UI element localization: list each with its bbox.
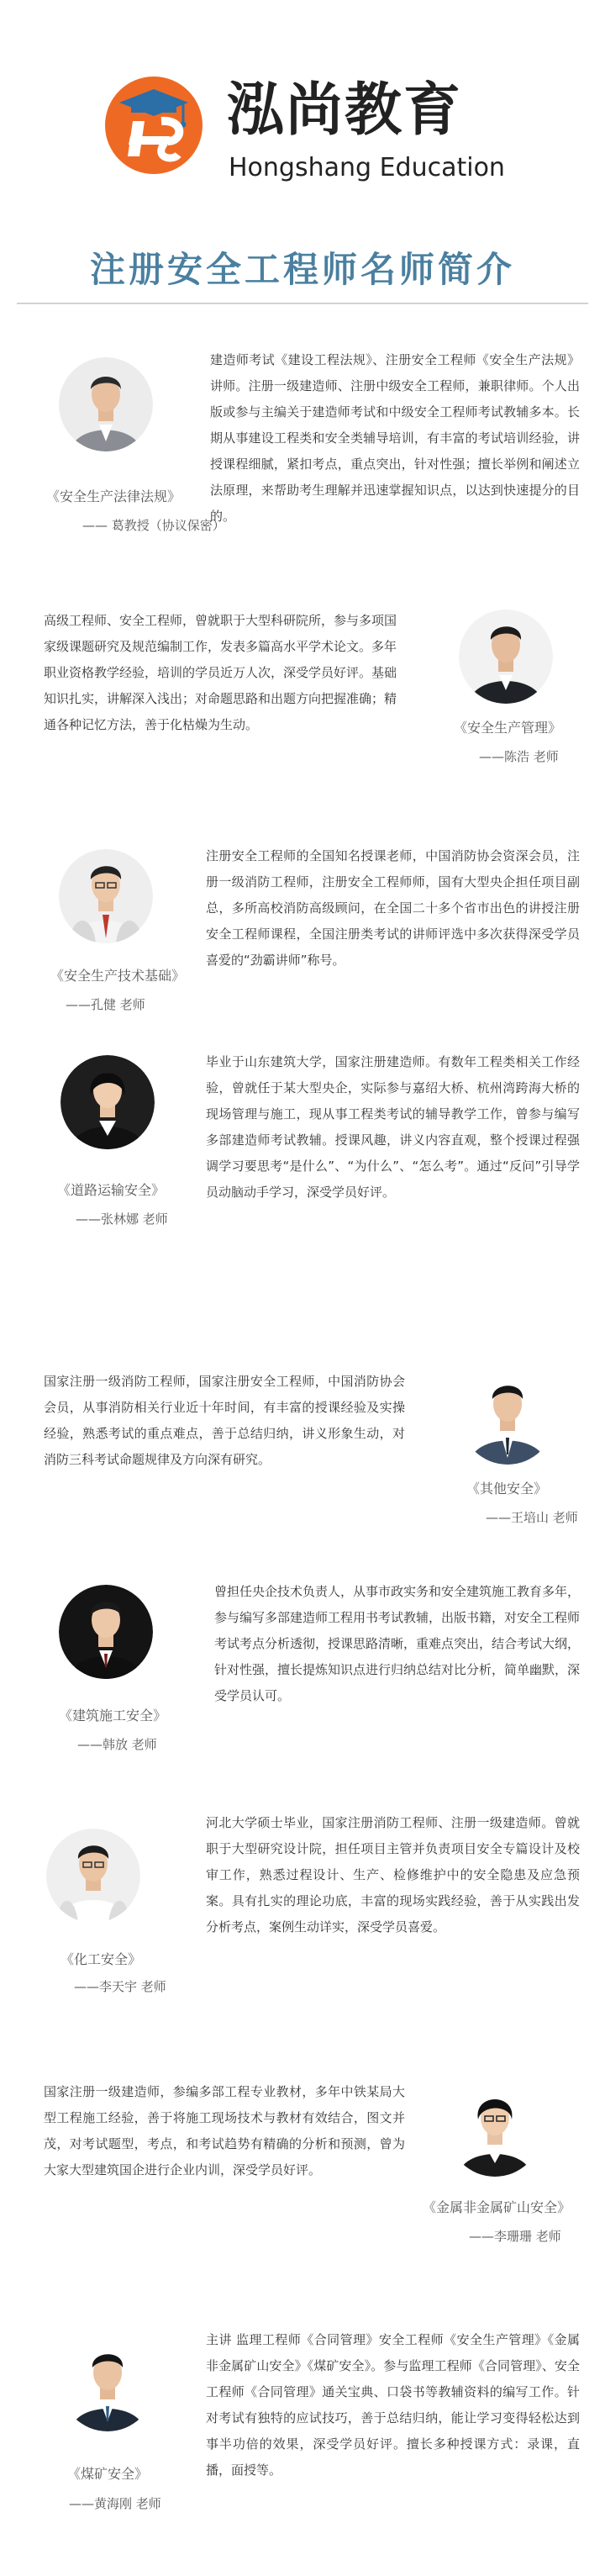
teacher-name: ——李珊珊 老师 [469, 2229, 561, 2244]
teacher-course: 《道路运输安全》 [57, 1182, 166, 1198]
teacher-avatar [459, 610, 553, 704]
teacher-name: ——张林娜 老师 [76, 1211, 168, 1227]
teacher-bio: 国家注册一级建造师，参编多部工程专业教材，多年中铁某局大型工程施工经验，善于将施工现场技术与教材有效结合，图文并茂，对考试题型，考点，和考试趋势有精确的分析和预测，曾为大家大型建筑国企进行企业内训，深受学员好评。 [44, 2084, 405, 2177]
header [0, 0, 605, 210]
teacher-avatar [460, 1370, 555, 1465]
teacher-course: 《金属非金属矿山安全》 [423, 2199, 571, 2215]
teacher-name: ——孔健 老师 [66, 997, 145, 1012]
teacher-bio: 国家注册一级消防工程师，国家注册安全工程师，中国消防协会会员，从事消防相关行业近十年时间，有丰富的授课经验及实操经验，熟悉考试的重点难点，善于总结归纳，讲义形象生动，对消防三科考试命题规律及方向深有研究。 [44, 1374, 405, 1467]
teacher-bio: 高级工程师、安全工程师，曾就职于大型科研院所，参与多项国家级课题研究及规范编制工作，发表多篇高水平学术论文。多年职业资格教学经验，培训的学员近万人次，深受学员好评。基础知识扎实，讲解深入浅出；对命题思路和出题方向把握准确；精通各种记忆方法，善于化枯燥为生动。 [44, 613, 397, 732]
teacher-card [0, 349, 605, 584]
teacher-bio: 建造师考试《建设工程法规》、注册安全工程师《安全生产法规》讲师。注册一级建造师、注册中级安全工程师，兼职律师。个人出版或参与主编关于建造师考试和中级安全工程师考试教辅多本。长期从事建设工程类和安全类辅导培训，有丰富的考试培训经验，讲授课程细腻，紧扣考点，重点突出，针对性强；擅长举例和阐述立法原理，来帮助考生理解并迅速掌握知识点，以达到快速提分的目的。 [210, 352, 580, 524]
teacher-card [0, 845, 605, 1047]
title-divider [17, 303, 588, 304]
teacher-avatar [59, 1585, 153, 1679]
teacher-avatar [448, 2082, 542, 2177]
teacher-card [0, 1581, 605, 1782]
teacher-name: ——韩放 老师 [77, 1737, 157, 1752]
page-title: 注册安全工程师名师简介 [89, 249, 515, 290]
teacher-card [0, 1051, 605, 1278]
teacher-avatar [46, 1829, 140, 1923]
teacher-course: 《化工安全》 [60, 1951, 142, 1967]
teacher-bio: 毕业于山东建筑大学，国家注册建造师。有数年工程类相关工作经验，曾就任于某大型央企，实际参与嘉绍大桥、杭州湾跨海大桥的现场管理与施工，现从事工程类考试的辅导教学工作，曾参与编写多部建造师考试教辅。授课风趣，讲义内容直观，整个授课过程强调学习要思考“是什么”、“为什么”、“怎么考”。通过“反问”引导学员动脑动手学习，深受学员好评。 [206, 1054, 580, 1200]
teacher-bio: 注册安全工程师的全国知名授课老师，中国消防协会资深会员，注册一级消防工程师，注册安全工程师师，国有大型央企担任项目副总，多所高校消防高级顾问，在全国二十多个省市出色的讲授注册安全工程师课程，全国注册类考试的讲师评选中多次获得深受学员喜爱的“劲霸讲师”称号。 [206, 848, 580, 968]
teacher-avatar [60, 1055, 155, 1149]
teacher-card [0, 610, 605, 794]
teacher-name: —— 葛教授（协议保密） [82, 518, 225, 533]
teacher-name: ——陈浩 老师 [479, 749, 559, 764]
teacher-course: 《安全生产法律法规》 [46, 488, 182, 504]
teacher-avatar [59, 357, 153, 451]
brand-logo-icon [103, 74, 205, 177]
teacher-bio: 曾担任央企技术负责人，从事市政实务和安全建筑施工教育多年，参与编写多部建造师工程用书考试教辅，出版书籍，对安全工程师考试考点分析透彻，授课思路清晰，重难点突出，结合考试大纲，针对性强，擅长提炼知识点进行归纳总结对比分析，简单幽默，深受学员认可。 [214, 1584, 581, 1703]
teacher-name: ——黄海刚 老师 [69, 2496, 161, 2511]
brand-name-en: Hongshang Education [229, 153, 505, 182]
teacher-name: ——李天宇 老师 [74, 1979, 166, 1994]
teacher-name: ——王培山 老师 [486, 1510, 578, 1525]
brand-name-cn: 泓尚教育 [227, 77, 463, 144]
teacher-course: 《煤矿安全》 [67, 2466, 149, 2482]
title-section [0, 214, 605, 315]
teacher-card [0, 2081, 605, 2274]
teacher-course: 《安全生产管理》 [454, 720, 562, 736]
teacher-avatar [59, 849, 153, 943]
teacher-bio: 河北大学硕士毕业，国家注册消防工程师、注册一级建造师。曾就职于大型研究设计院，担任项目主管并负责项目安全专篇设计及校审工作，熟悉过程设计、生产、检修维护中的安全隐患及应急预案。具有扎实的理论功底，丰富的现场实践经验，善于从实践出发分析考点，案例生动详实，深受学员喜爱。 [206, 1815, 580, 1935]
teacher-card [0, 1370, 605, 1525]
teacher-bio: 主讲 监理工程师《合同管理》安全工程师《安全生产管理》《金属非金属矿山安全》《煤矿安全》。参与监理工程师《合同管理》、安全工程师《合同管理》通关宝典、口袋书等教辅资料的编写工作。针对考试有独特的应试技巧，善于总结归纳，能让学习变得轻松达到事半功倍的效果，深受学员好评。擅长多种授课方式：录课，直播，面授等。 [206, 2332, 580, 2478]
teacher-course: 《安全生产技术基础》 [50, 968, 186, 984]
teacher-course: 《其他安全》 [466, 1481, 548, 1497]
teacher-course: 《建筑施工安全》 [59, 1708, 167, 1723]
teacher-card [0, 1812, 605, 2022]
teacher-avatar [60, 2337, 155, 2431]
teacher-card [0, 2329, 605, 2547]
